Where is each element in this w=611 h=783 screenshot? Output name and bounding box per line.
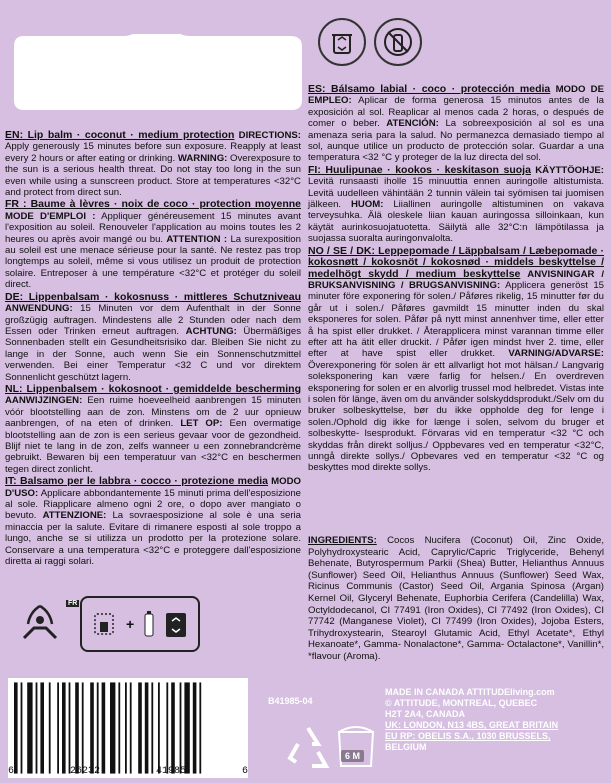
fr-heading: FR : Baume à lèvres · noix de coco · protection moyenne bbox=[5, 198, 301, 211]
battery-icon bbox=[144, 610, 154, 638]
de-heading: DE: Lippenbalsam · kokosnuss · mittleres Schutzniveau bbox=[5, 290, 301, 303]
uk-address: UK: LONDON, N13 4BS, GREAT BRITAIN bbox=[385, 720, 559, 730]
es-warning-label: ATENCIÓN: bbox=[386, 118, 439, 130]
barcode-digit-3: 41985 bbox=[155, 766, 186, 777]
eu-country: BELGIUM bbox=[385, 742, 427, 752]
de-warning-label: ACHTUNG: bbox=[185, 325, 237, 337]
es-heading: ES: Bálsamo labial · coco · protección media bbox=[308, 83, 551, 95]
pao-jar-icon bbox=[335, 722, 377, 770]
en-heading: EN: Lip balm · coconut · medium protection bbox=[5, 129, 235, 141]
en-section bbox=[5, 130, 301, 198]
recycle-icon bbox=[282, 722, 334, 774]
top-icons bbox=[318, 18, 422, 66]
ingredients-text: Cocos Nucifera (Coconut) Oil, Zinc Oxide, Polyhydroxystearic Acid, Caprylic/Capric Triglyceride, Behenyl Behenate, Butyrospermum Parkii (Shea) Butter, Helianthus Annuus (Sunflower) Seed Oil, Helianthus Annuus (Sunflower) Seed Wax, Ricinus Communis (Castor) Seed Oil, Argania Spinosa (Argan) Kernel Oil, Glyceryl Behenate, Euphorbia Cerifera (Candelilla) Wax, Octyldodecanol, CI 77491 (Iron Oxides), CI 77492 (Iron Oxides), CI 77742 (Manganese Violet), CI 77499 (Iron Oxides), Jojoba Esters, Trihydroxystearin, Stearoyl Glutamic Acid, Ethyl Acetate*, Ethyl Hexanoate*, Gamma- Nonalactone*, Gamma- Octalactone*, Vanillin*, *flavour (Aroma). bbox=[308, 535, 604, 662]
fi-warning: Liiallinen auringolle altistuminen on vakava terveysuhka. Älä oleskele liian kauan auringossa silloinkaan, kun käytät aurinkosuojatuotetta. Säilytä alle 32°C:n lämpötilassa ja suojassa suoralta auringonvalolta. bbox=[308, 199, 604, 245]
copyright-line: © ATTITUDE, MONTREAL, QUEBEC bbox=[385, 698, 538, 708]
ingredients-label: INGREDIENTS: bbox=[308, 535, 377, 546]
fi-directions-label: KÄYTTÖOHJE: bbox=[535, 164, 604, 176]
recycling-box: + bbox=[80, 596, 200, 652]
recycling-info bbox=[14, 596, 200, 652]
es-section bbox=[308, 84, 604, 164]
it-directions-label: MODO D'USO: bbox=[5, 476, 301, 499]
postal-line: H2T 2A4, CANADA bbox=[385, 709, 466, 719]
pao-label: 6 M bbox=[341, 750, 364, 762]
left-text-column bbox=[5, 130, 301, 568]
eu-address: EU RP: OBELIS S.A., 1030 BRUSSELS, bbox=[385, 731, 551, 741]
no-section bbox=[308, 246, 604, 474]
es-directions: Aplicar de forma generosa 15 minutos antes de la exposición al sol. Reaplicar al menos cada 2 horas, o después de comer o beber. bbox=[308, 95, 604, 130]
fr-directions: Appliquer généreusement 15 minutes avant l'exposition au soleil. Renouveler l'application au moins toutes les 2 heures ou après avoir mangé ou bu. bbox=[5, 210, 301, 245]
nl-section bbox=[5, 384, 301, 475]
made-in-line: MADE IN CANADA ATTITUDEliving.com bbox=[385, 687, 555, 697]
de-directions-label: ANWENDUNG: bbox=[5, 303, 73, 315]
de-directions: 15 Minuten vor dem Aufenthalt in der Sonne großzügig auftragen. Mindestens alle 2 Stunden oder nach dem Essen oder Trinken erneut auftragen. bbox=[5, 303, 302, 337]
cap-icon bbox=[92, 610, 116, 638]
nl-directions-label: AANWIJZINGEN: bbox=[5, 395, 83, 407]
barcode-digits bbox=[8, 766, 248, 777]
fr-warning: La surexposition au soleil est une menace sérieuse pour la santé. Ne restez pas trop longtemps au soleil, même si vous utilisez un produit de protection solaire. Entreposer à une température <32°C et protéger du soleil direct. bbox=[5, 233, 301, 291]
de-warning: Übermäßiges Sonnenbaden stellt ein Gesundheitsrisiko dar. Bleiben Sie nicht zu lange in der Sonne, auch wenn Sie ein Sonnenschutzmittel verwenden. Bei einer Temperatur <32 C und vor direktem Sonnenlicht geschützt lagern. bbox=[5, 325, 302, 383]
nl-directions: Een ruime hoeveelheid aanbrengen 15 minuten vóór blootstelling aan de zon. Minstens om de 2 uur opnieuw aanbrengen, of na eten of drinken. bbox=[5, 395, 301, 430]
right-text-column bbox=[308, 84, 604, 475]
fr-section bbox=[5, 199, 301, 290]
product-code: B41985-04 bbox=[268, 696, 313, 706]
triman-icon bbox=[14, 598, 66, 650]
no-directions-label: ANVISNINGAR / BRUKSANVISNING / BRUGSANVISNING: bbox=[308, 268, 604, 291]
fr-warning-label: ATTENTION : bbox=[166, 233, 228, 245]
es-warning: La sobreexposición al sol es una amenaza seria para la salud. No permanezca demasiado tiempo al sol, aunque utilice un producto de protección solar. Guardar a una temperatura <32 °C y proteger de la luz directa del sol. bbox=[308, 118, 605, 164]
fr-label: FR bbox=[68, 600, 78, 607]
fr-directions-label: MODE D'EMPLOI : bbox=[5, 210, 96, 222]
it-section bbox=[5, 476, 301, 567]
fi-warning-label: HUOM: bbox=[350, 199, 384, 211]
fi-directions: Levitä runsaasti iholle 15 minuuttia ennen auringolle altistumista. Levitä uudelleen vähintään 2 tunnin välein tai syömisen tai juomisen jälkeen. bbox=[308, 176, 604, 211]
it-directions: Applicare abbondantemente 15 minuti prima dell'esposizione al sole. Riapplicare almeno ogni 2 ore, o dopo aver mangiato o bevuto. bbox=[5, 487, 302, 522]
barcode bbox=[8, 678, 248, 778]
no-animal-testing-icon bbox=[374, 18, 422, 66]
hang-tab bbox=[12, 34, 304, 112]
barcode-digit-4: 6 bbox=[241, 766, 248, 777]
fi-section bbox=[308, 165, 604, 245]
en-warning-label: WARNING: bbox=[177, 152, 228, 164]
barcode-digit-2: 26232 bbox=[69, 766, 100, 777]
nl-heading: NL: Lippenbalsem · kokosnoot · gemiddelde bescherming bbox=[5, 382, 301, 395]
it-warning-label: ATTENZIONE: bbox=[42, 510, 107, 522]
fi-heading: FI: Huulipunae · kookos · keskitason suoja bbox=[308, 163, 531, 176]
manufacturer-info bbox=[385, 687, 610, 753]
no-warning-label: VARNING/ADVARSE: bbox=[508, 348, 604, 360]
en-directions-label: DIRECTIONS: bbox=[238, 130, 301, 141]
it-heading: IT: Balsamo per le labbra · cocco · protezione media bbox=[5, 475, 269, 488]
recycle-bin-icon bbox=[318, 18, 366, 66]
recycle-bin-icon-2 bbox=[164, 609, 188, 639]
de-section bbox=[5, 292, 301, 383]
barcode-digit-1: 6 bbox=[8, 766, 15, 777]
nl-warning-label: LET OP: bbox=[180, 418, 223, 430]
no-warning: Överexponering för solen är ett allvarligt hot mot hälsan./ Langvarig soleksponering kan være farlig for helsen./ En overdreven eksponering for solen er en alvorlig trussel mod helbredet. Vistas inte i solen för länge, även om du använder solskyddsprodukt./Selv om du bruker solbeskyttelse, bør du ikke oppholde deg for lenge i solen./Ophold dig ikke for længe i solen, selvom du bruger et solbeskytte- lsesprodukt. Förvaras vid en temperatur <32 °C och skyddas från direkt solljus./ Oppbevares ved en temperatur <32°C, unngå direkte sollys./ Opbevares ved en temperatur <32 °C og beskyttes mod direkte sollys. bbox=[308, 359, 604, 474]
nl-warning: Een overmatige blootstelling aan de zon is een serieus gevaar voor de gezondheid. Blijf niet te lang in de zon, zelfs wanneer u een zonnebrandcrème gebruikt. Bewaren bij een temperatuur van <32°C en beschermen tegen direct zonlicht. bbox=[5, 418, 302, 475]
ingredients bbox=[308, 535, 604, 663]
en-warning: Overexposure to the sun is a serious health threat. Do not stay too long in the sun even while using a sunscreen product. Store at temperatures <32°C and protect from direct sun. bbox=[5, 152, 301, 199]
es-directions-label: MODO DE EMPLEO: bbox=[308, 84, 605, 107]
en-directions: Apply generously 15 minutes before sun exposure. Reapply at least every 2 hours or after eating or drinking. bbox=[5, 141, 301, 164]
it-warning: La sovraesposizione al sole è una seria minaccia per la salute. Evitare di rimanere esposti al sole troppo a lungo, anche se si utilizza un prodotto per la protezione solare. Conservare a una temperatura <32°C e proteggere dall'esposizione diretta ai raggi solari. bbox=[5, 510, 301, 568]
no-directions: Applicera generöst 15 minuter före exponering för solen./ Påføres rikelig, 15 minutter før du går ut i solen./ Påføres gavmildt 15 minutter inden du skal eksponeres for solen. Påfør på nytt minst annenhver time, eller etter å ha spist eller drukket. / Återapplicera minst varannan timme eller efter att ha ätit eller druckit. / Påfør igen mindst hver 2. time, eller efter at have spist eller drukket. bbox=[308, 279, 604, 360]
no-heading: NO / SE / DK: Leppepomade / Läppbalsam / Læbepomade · kokosnøtt / kokosnöt / kokosnød · middels beskyttelse / medelhögt skydd / medium beskyttelse bbox=[308, 244, 604, 280]
